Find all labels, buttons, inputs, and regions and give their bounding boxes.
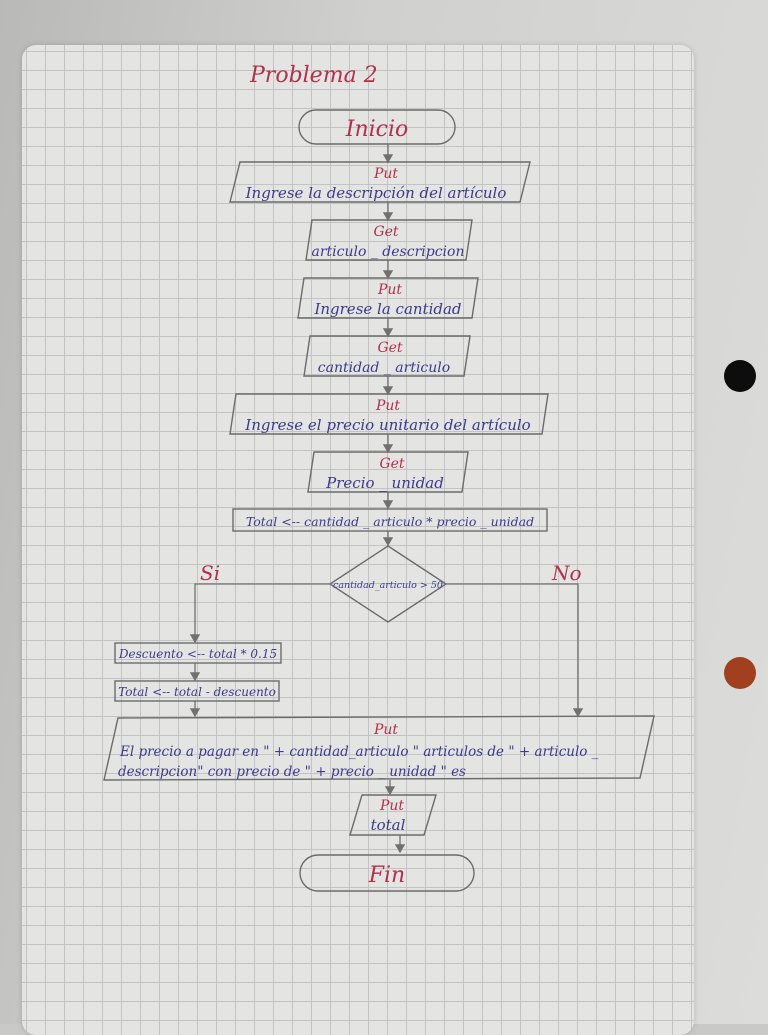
io6-keyword: Get [379, 456, 405, 472]
io5-text: Ingrese el precio unitario del artículo [245, 416, 531, 434]
io6-text: Precio _ unidad [326, 474, 444, 492]
io7-line1: El precio a pagar en " + cantidad_articulo " articulos de " + articulo _ [120, 744, 599, 760]
no-label: No [552, 561, 582, 585]
io2-keyword: Get [373, 224, 399, 240]
no-branch-line [446, 584, 578, 716]
yes-label: Si [200, 561, 221, 585]
yes-branch-line [195, 584, 330, 642]
io7-line2: descripcion" con precio de " + precio _ unidad " es [118, 764, 466, 780]
io8-keyword: Put [379, 798, 405, 814]
io4-keyword: Get [377, 340, 403, 356]
io2-text: articulo _ descripcion [311, 244, 465, 260]
io1-text: Ingrese la descripción del artículo [245, 184, 507, 202]
process-total-text: Total <-- cantidad _ articulo * precio _ unidad [245, 514, 535, 529]
io3-keyword: Put [377, 282, 403, 298]
process-discount-text: Descuento <-- total * 0.15 [118, 647, 278, 661]
io3-text: Ingrese la cantidad [314, 300, 462, 318]
io5-keyword: Put [375, 398, 401, 414]
io1-keyword: Put [373, 166, 399, 182]
start-label: Inicio [345, 117, 409, 142]
decision-condition: cantidad_articulo > 50 [333, 580, 443, 591]
io4-text: cantidad _ articulo [317, 360, 451, 376]
process-total2-text: Total <-- total - descuento [118, 685, 276, 699]
end-label: Fin [368, 863, 406, 888]
io7-keyword: Put [373, 722, 399, 738]
io8-text: total [370, 816, 406, 834]
diagram-title: Problema 2 [250, 63, 378, 88]
